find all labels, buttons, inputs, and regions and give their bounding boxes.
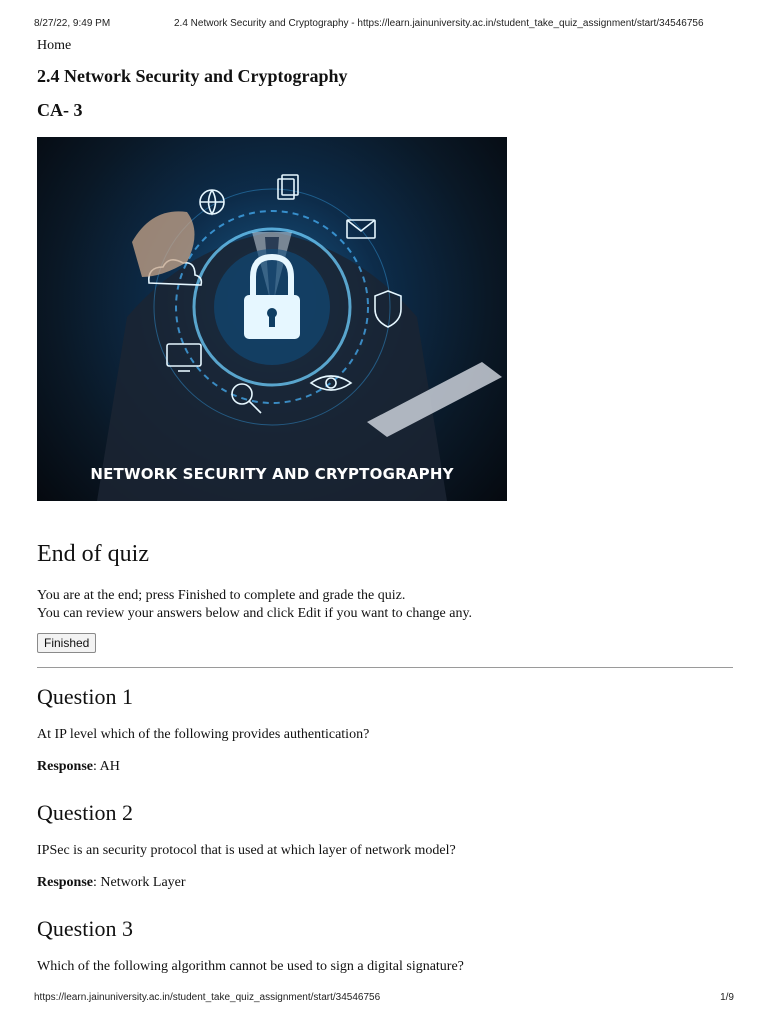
question-title: Question 1 — [37, 684, 133, 709]
finished-button[interactable]: Finished — [37, 633, 96, 653]
response-value: : AH — [93, 759, 120, 774]
section-divider — [37, 667, 733, 668]
print-footer — [34, 992, 734, 1006]
response-label: Response — [37, 875, 94, 890]
documents-lock-icon — [278, 175, 298, 199]
print-page-number: 1/9 — [720, 992, 734, 1003]
response-label: Response — [37, 759, 94, 774]
end-of-quiz-title: End of quiz — [37, 541, 149, 567]
question-text: At IP level which of the following provides authentication? — [37, 727, 370, 742]
breadcrumb-home[interactable]: Home — [37, 38, 72, 53]
end-instruction-line-1: You are at the end; press Finished to complete and grade the quiz. — [37, 588, 406, 603]
question-text: IPSec is an security protocol that is used at which layer of network model? — [37, 843, 456, 858]
question-response — [37, 874, 733, 892]
response-value: : Network Layer — [93, 875, 186, 890]
page-content — [37, 36, 733, 974]
question-1 — [37, 684, 733, 776]
end-of-quiz-instructions — [37, 587, 733, 623]
question-text: Which of the following algorithm cannot be used to sign a digital signature? — [37, 959, 464, 974]
quiz-banner-image — [37, 137, 507, 501]
print-date: 8/27/22, 9:49 PM — [34, 18, 111, 29]
banner-caption: NETWORK SECURITY AND CRYPTOGRAPHY — [90, 465, 454, 483]
globe-icon — [200, 190, 224, 214]
question-title: Question 3 — [37, 916, 133, 941]
security-illustration — [37, 137, 507, 501]
print-url: https://learn.jainuniversity.ac.in/student_take_quiz_assignment/start/34546756 — [34, 992, 381, 1003]
print-header — [34, 18, 734, 32]
question-title: Question 2 — [37, 800, 133, 825]
end-of-quiz-section — [37, 541, 733, 653]
question-response — [37, 758, 733, 776]
question-3 — [37, 916, 733, 976]
question-2 — [37, 800, 733, 892]
end-instruction-line-2: You can review your answers below and click Edit if you want to change any. — [37, 606, 473, 621]
course-title: 2.4 Network Security and Cryptography — [37, 66, 348, 86]
print-page-title: 2.4 Network Security and Cryptography - https://learn.jainuniversity.ac.in/student_take_quiz_assignment/start/34546756 — [174, 18, 704, 29]
quiz-name: CA- 3 — [37, 100, 83, 120]
